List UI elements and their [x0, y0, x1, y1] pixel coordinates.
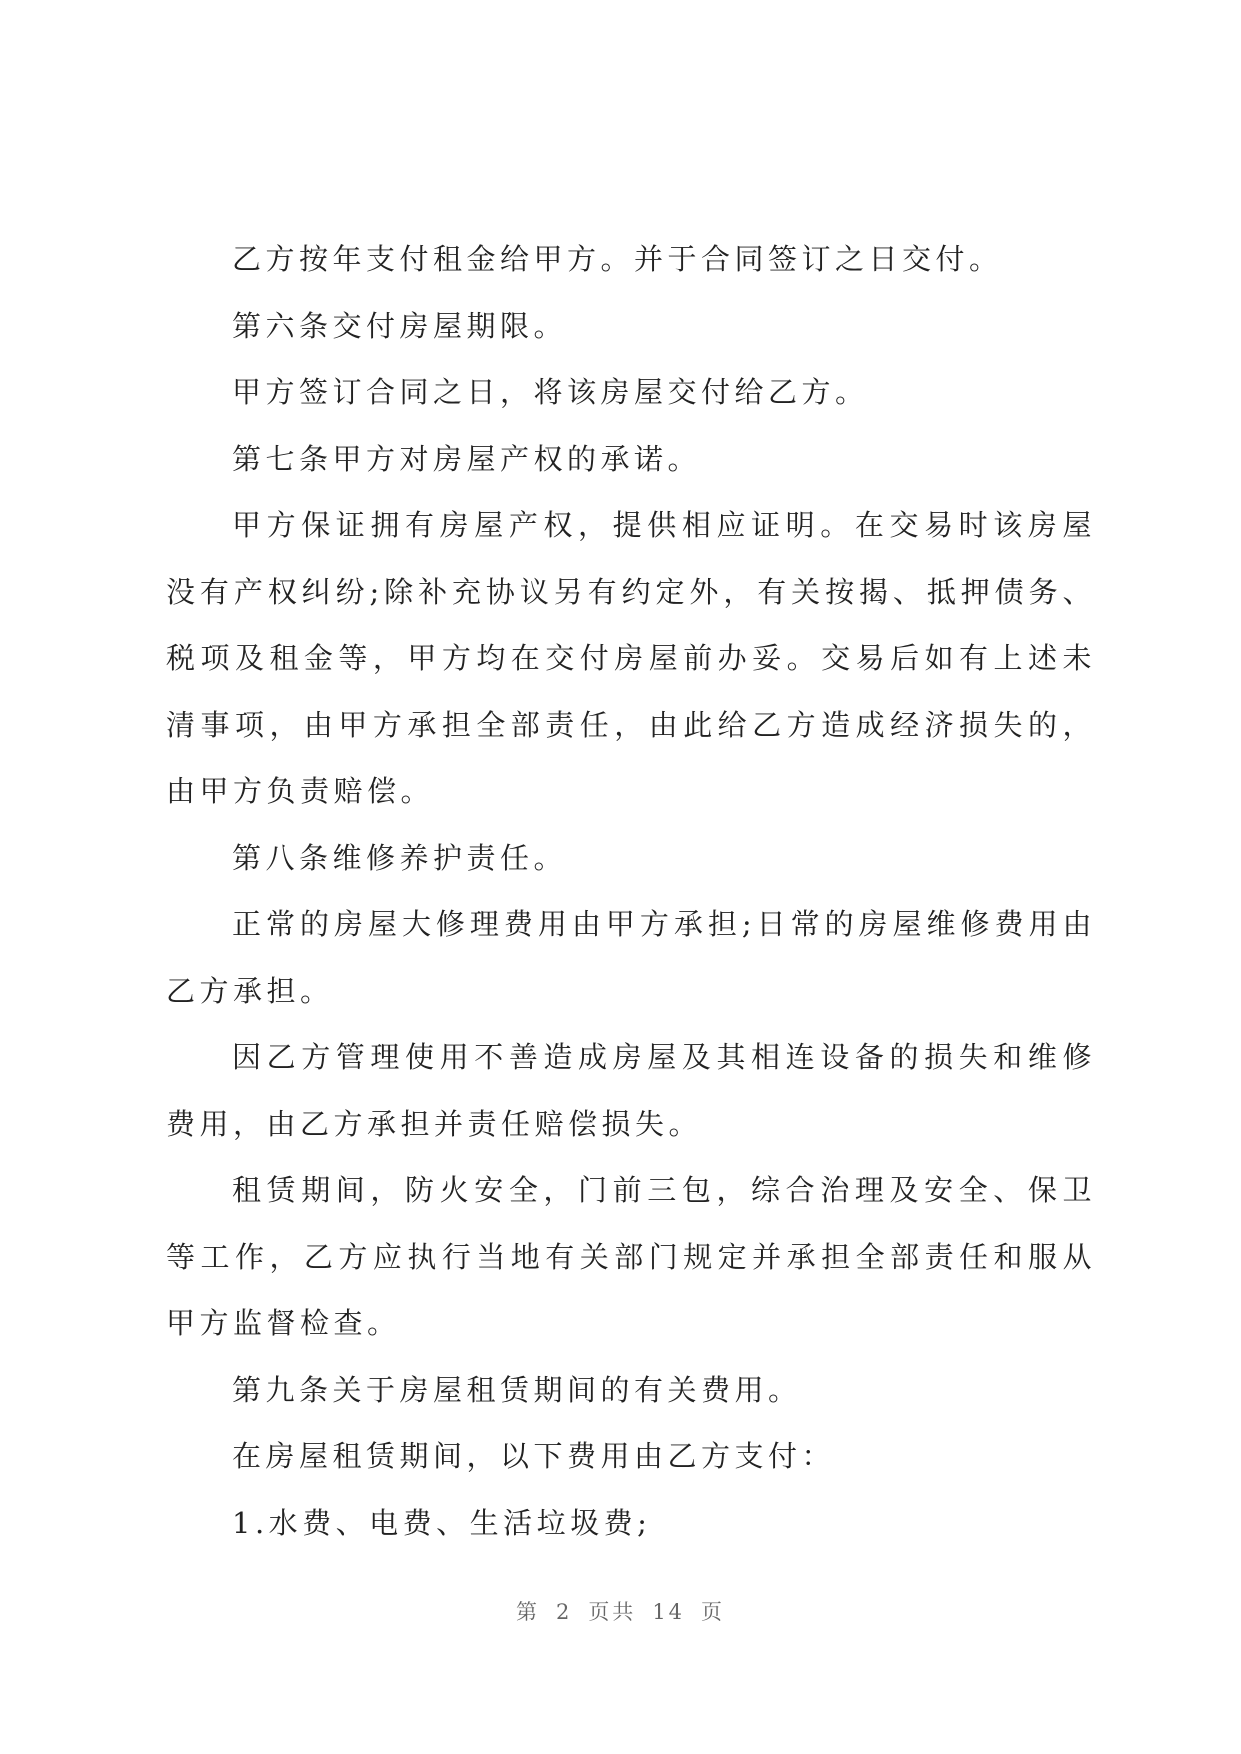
paragraph: 乙方按年支付租金给甲方。并于合同签订之日交付。	[232, 242, 1003, 276]
footer-middle: 页共	[588, 1600, 637, 1624]
paragraph: 正常的房屋大修理费用由甲方承担;日常的房屋维修费用由乙方承担。	[166, 907, 1096, 1008]
paragraph: 甲方签订合同之日，将该房屋交付给乙方。	[232, 375, 869, 409]
footer-suffix: 页	[701, 1600, 726, 1624]
article-heading: 第七条甲方对房屋产权的承诺。	[232, 441, 702, 476]
page-footer	[0, 1596, 1241, 1626]
article-heading: 第六条交付房屋期限。	[232, 308, 568, 343]
document-body	[166, 226, 1096, 1556]
footer-prefix: 第	[515, 1600, 540, 1624]
article-heading: 第九条关于房屋租赁期间的有关费用。	[232, 1372, 802, 1407]
list-item: 1.水费、电费、生活垃圾费;	[232, 1505, 652, 1540]
paragraph: 因乙方管理使用不善造成房屋及其相连设备的损失和维修费用，由乙方承担并责任赔偿损失。	[166, 1040, 1096, 1141]
paragraph: 在房屋租赁期间，以下费用由乙方支付：	[232, 1439, 836, 1473]
paragraph: 甲方保证拥有房屋产权，提供相应证明。在交易时该房屋没有产权纠纷;除补充协议另有约定外，有关按揭、抵押债务、税项及租金等，甲方均在交付房屋前办妥。交易后如有上述未清事项，由甲方承担全部责任，由此给乙方造成经济损失的，由甲方负责赔偿。	[166, 508, 1096, 808]
total-pages-number: 14	[652, 1600, 686, 1624]
current-page-number: 2	[555, 1600, 573, 1624]
paragraph: 租赁期间，防火安全，门前三包，综合治理及安全、保卫等工作，乙方应执行当地有关部门规定并承担全部责任和服从甲方监督检查。	[166, 1173, 1096, 1340]
article-heading: 第八条维修养护责任。	[232, 840, 568, 875]
